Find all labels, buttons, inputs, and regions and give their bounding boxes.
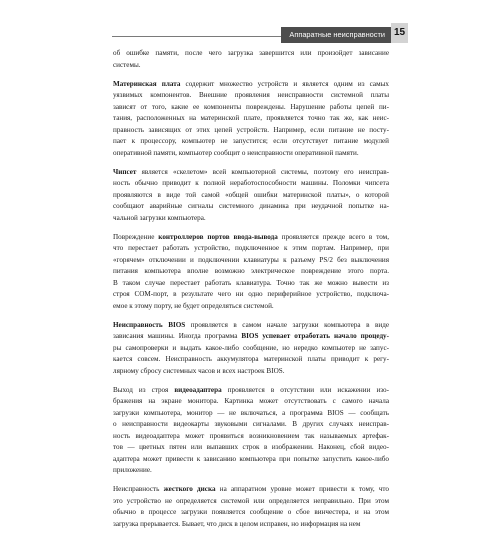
text-run: чальной загрузки компьютера. — [113, 213, 206, 222]
running-head: Аппаратные неисправности — [281, 27, 391, 43]
text-run: «горячем» отключении и подключении клавиатуры к разъему PS/2 без выключения — [113, 255, 389, 264]
text-run: зависят от того, какие ее компоненты повреждены. Нарушение работы цепей пи- — [113, 102, 389, 111]
text-run: содержит множество устройств и является одним из самых — [180, 79, 389, 88]
text-run: загрузка прерывается. Бывает, что диск в целом исправен, но информация на нем — [113, 519, 361, 528]
text-line — [113, 90, 389, 102]
text-run: о неисправности видеокарты звуковыми сигналами. В других случаях неисправ- — [113, 420, 389, 428]
text-line — [113, 354, 389, 366]
text-run: проявляется прежде всего в том, — [277, 232, 389, 241]
text-line — [113, 136, 389, 148]
text-line — [113, 48, 389, 60]
bold-term: Материнская плата — [113, 79, 181, 88]
text-line — [113, 113, 389, 125]
text-line — [113, 385, 389, 397]
text-line — [113, 178, 389, 190]
text-run: оперативной памяти, компьютер сообщит о неисправности оперативной памяти. — [113, 148, 359, 157]
text-line — [113, 442, 389, 454]
text-run: обычно в процессе загрузки появляется сообщение о сбое винчестера, и на этом — [113, 508, 389, 516]
bold-term: видеоадаптера — [174, 385, 222, 394]
text-run: емое к этому порту, не будет определяться системой. — [113, 301, 274, 310]
text-run: проявляется в самом начале загрузки компьютера в виде — [185, 320, 389, 329]
paragraph — [113, 167, 389, 225]
text-line — [113, 125, 389, 137]
text-run: является «скелетом» всей компьютерной системы, поэтому его неисправ- — [136, 167, 389, 176]
text-line — [113, 396, 389, 408]
text-run: бражения на экране монитора. Картинка может отсутствовать с самого начала — [113, 397, 389, 405]
text-line — [113, 496, 389, 508]
text-run: приложение. — [113, 466, 152, 474]
text-run: ность видеоадаптера может проявиться возникновением так называемых артефак- — [113, 431, 389, 440]
text-run: Выход из строя — [113, 385, 175, 394]
text-run: лярному сбросу системных часов и всех настроек BIOS. — [113, 366, 285, 375]
text-line — [113, 289, 389, 301]
text-run: об ошибке памяти, после чего загрузка завершится или произойдет зависание — [113, 49, 389, 57]
text-line — [113, 232, 389, 244]
text-run: ры самопроверки и выдать какое-либо сообщение, но нередко компьютер не запус- — [113, 343, 389, 352]
bold-term: Чипсет — [113, 167, 137, 176]
text-run: зависания машины. Иногда программа — [113, 332, 242, 340]
text-run: уязвимых компонентов. Внешние проявления неисправности системной платы — [113, 91, 389, 99]
text-line — [113, 320, 389, 332]
text-run: кается совсем. Неисправность аккумулятора материнской платы приводит к регу- — [113, 355, 389, 363]
text-run: системы. — [113, 60, 141, 69]
text-run: на аппаратном уровне может привести к тому, что — [215, 485, 389, 493]
text-run: В таком случае перестает работать клавиатура. Точно так же можно вывести из — [113, 278, 389, 287]
paragraph — [113, 320, 389, 378]
text-run: проявляется в отсутствии или искажении изо- — [221, 385, 389, 394]
text-line — [113, 266, 389, 278]
paragraph — [113, 232, 389, 313]
text-run: Неисправность — [113, 485, 164, 493]
text-run: это устройство не определяется системой или определяется неправильно. При этом — [113, 496, 389, 505]
text-line — [113, 465, 389, 477]
text-line — [113, 102, 389, 114]
bold-term: контроллеров портов ввода-вывода — [158, 232, 278, 241]
paragraph — [113, 484, 389, 530]
text-line — [113, 419, 389, 431]
text-line — [113, 431, 389, 443]
text-run: проявляются в виде той самой «общей ошибки материнской платы», о которой — [113, 190, 389, 199]
text-run: адаптера может привести к зависанию компьютера при попытке запустить какое-либо — [113, 454, 389, 463]
text-run: что перестает работать устройство, подключенное к этим портам. Например, при — [113, 244, 389, 252]
text-line — [113, 484, 389, 496]
text-line — [113, 519, 389, 531]
text-line — [113, 148, 389, 160]
text-line — [113, 255, 389, 267]
text-line — [113, 201, 389, 213]
paragraph — [113, 79, 389, 160]
text-run: тов — цветных пятен или выпавших строк в изображении. Наконец, сбой видео- — [113, 443, 389, 451]
page-number: 15 — [391, 23, 408, 43]
text-line — [113, 278, 389, 290]
bold-term: жесткого диска — [163, 485, 216, 493]
text-line — [113, 79, 389, 91]
bold-term: Неисправность BIOS — [113, 320, 186, 329]
text-run: Повреждение — [113, 232, 159, 241]
text-line — [113, 213, 389, 225]
paragraph — [113, 385, 389, 477]
text-line — [113, 167, 389, 179]
text-run: сообщают аварийные сигналы системного динамика при неудачной попытке на- — [113, 202, 389, 210]
text-run: правность зависящих от этих цепей устройств. Например, если питание не посту- — [113, 125, 389, 134]
text-run: пает к процессору, компьютер не запустится; если отсутствует питание модулей — [113, 137, 389, 145]
text-line — [113, 454, 389, 466]
text-line — [113, 60, 389, 72]
body-text — [113, 48, 389, 538]
text-line — [113, 190, 389, 202]
text-line — [113, 366, 389, 378]
text-line — [113, 343, 389, 355]
bold-term: BIOS успевает отработать начало процеду- — [241, 332, 389, 340]
text-run: строя COM-порт, в результате чего ни одно периферийное устройство, подключа- — [113, 290, 389, 298]
text-line — [113, 331, 389, 343]
paragraph — [113, 48, 389, 71]
text-line — [113, 408, 389, 420]
text-run: питания компьютера вполне возможно электрическое повреждение этого порта. — [113, 267, 389, 275]
text-line — [113, 507, 389, 519]
text-run: ность обычно приводит к полной неработоспособности машины. Поломки чипсета — [113, 179, 389, 187]
text-line — [113, 243, 389, 255]
text-run: тания, расположенных на материнской плате, проявляется точно так же, как неис- — [113, 114, 389, 122]
text-run: загрузки компьютера, монитор — не включаться, а программа BIOS — сообщать — [113, 408, 389, 417]
text-line — [113, 301, 389, 313]
